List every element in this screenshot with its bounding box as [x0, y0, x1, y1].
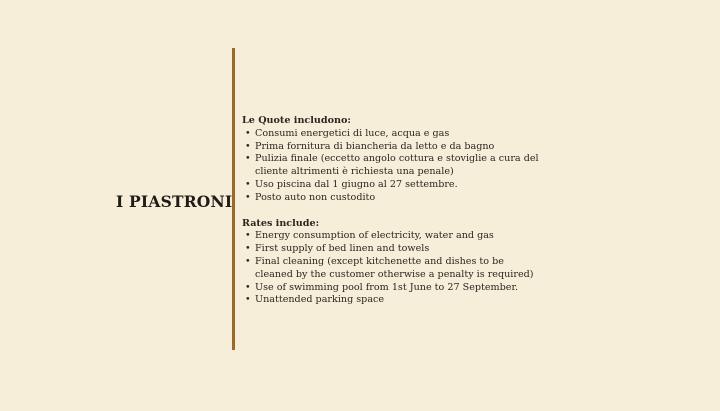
list-item: • Pulizia finale (eccetto angolo cottura e stoviglie a cura del cliente altrimenti è richiesta una penale): [242, 153, 542, 179]
list-item: • Uso piscina dal 1 giugno al 27 settembre.: [242, 179, 542, 192]
italian-section: [242, 115, 542, 205]
list-item: • First supply of bed linen and towels: [242, 243, 542, 256]
rates-content: [242, 115, 542, 307]
list-item: • Posto auto non custodito: [242, 192, 542, 205]
property-title: I PIASTRONI: [116, 192, 233, 211]
english-section: [242, 218, 542, 308]
list-item: • Prima fornitura di biancheria da letto e da bagno: [242, 141, 542, 154]
italian-heading: Le Quote includono:: [242, 115, 351, 126]
list-item: • Final cleaning (except kitchenette and dishes to be cleaned by the customer otherwise a penalty is required): [242, 256, 542, 282]
italian-list: [242, 128, 542, 205]
list-item: • Energy consumption of electricity, water and gas: [242, 230, 542, 243]
list-item: • Unattended parking space: [242, 294, 542, 307]
vertical-divider: [232, 48, 235, 350]
english-heading: Rates include:: [242, 217, 320, 229]
list-item: • Consumi energetici di luce, acqua e gas: [242, 128, 542, 141]
list-item: • Use of swimming pool from 1st June to 27 September.: [242, 282, 542, 295]
english-list: [242, 230, 542, 307]
